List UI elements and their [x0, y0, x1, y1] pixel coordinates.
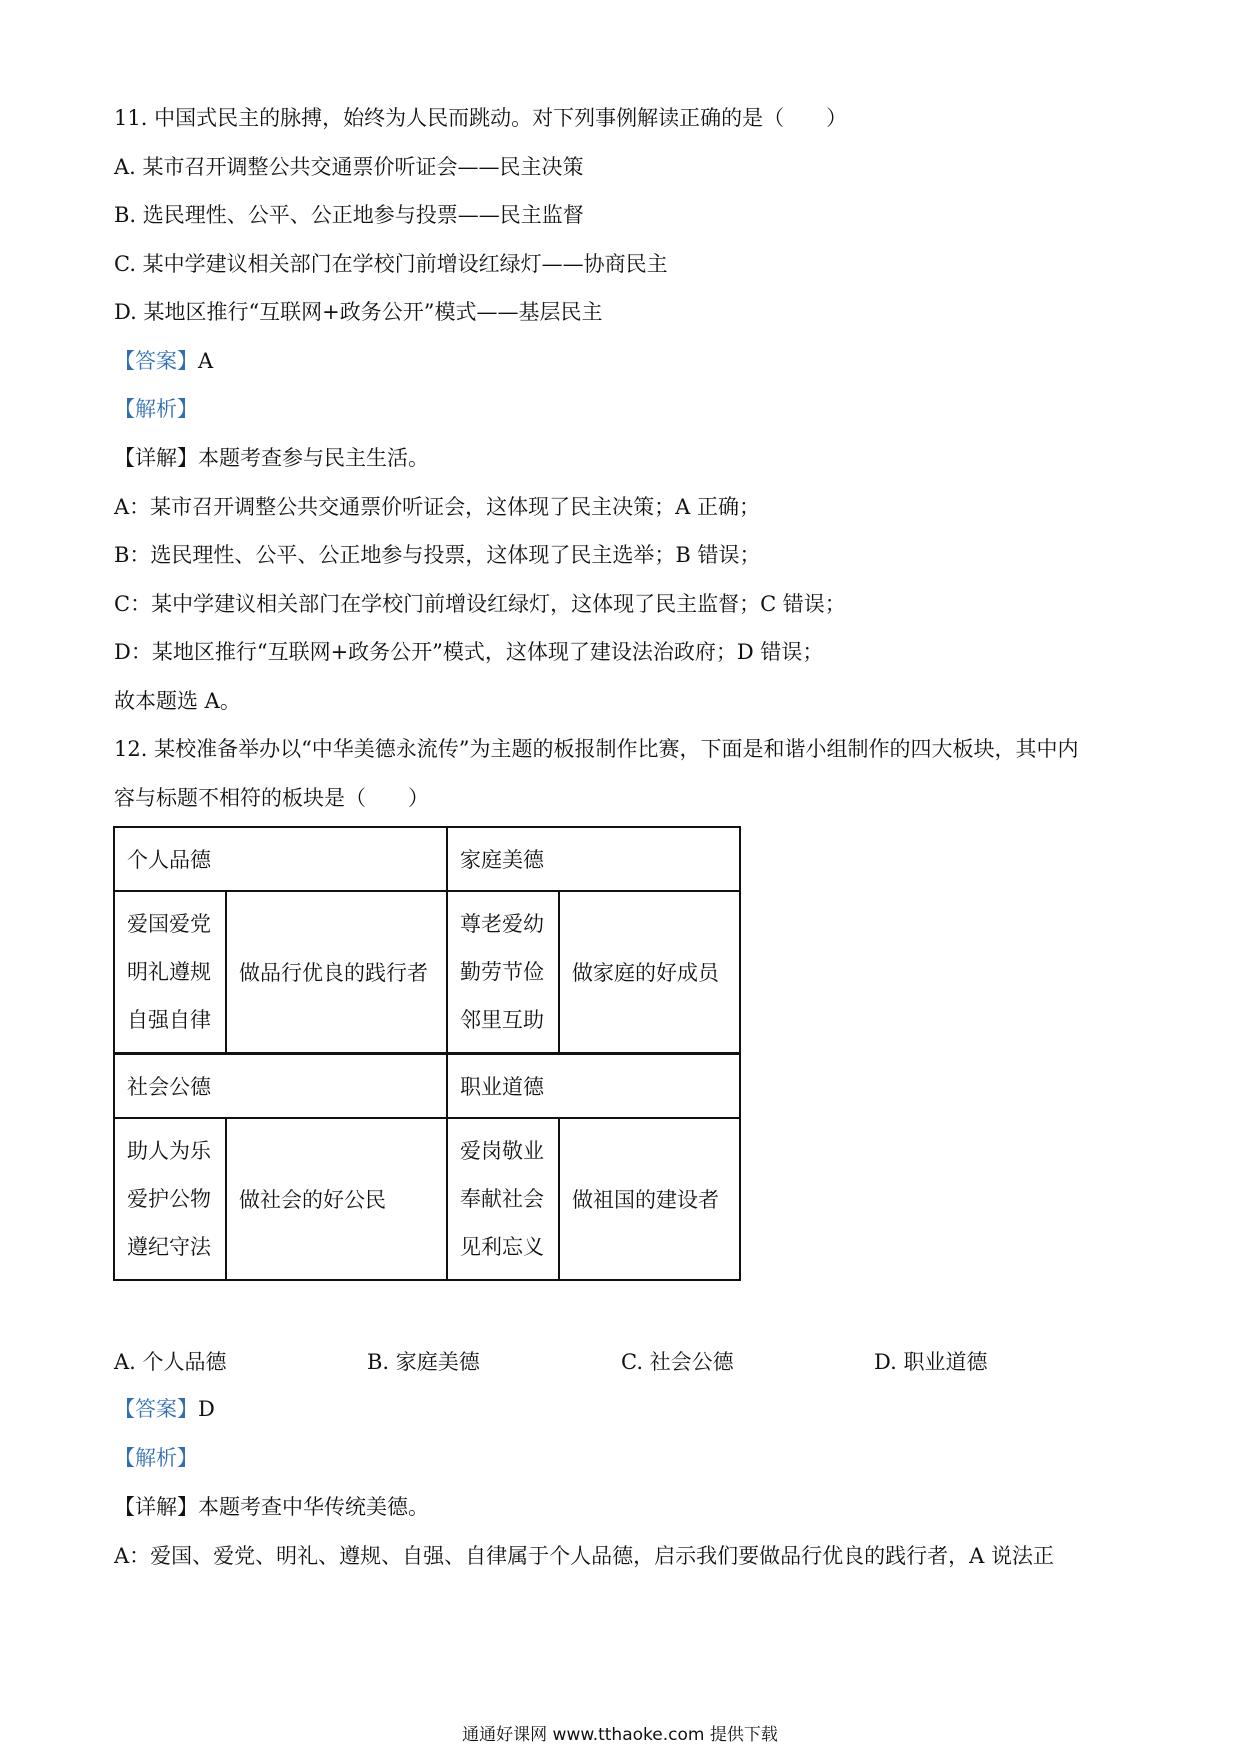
q12-answer-value: D	[198, 1397, 215, 1421]
q11-answer-value: A	[198, 349, 214, 373]
q11-detail-tag: 【详解】	[114, 446, 198, 470]
q12-board-table	[113, 826, 741, 1281]
q12-stem-line2: 容与标题不相符的板块是（ ）	[114, 786, 429, 810]
q12-analysis-tag: 【解析】	[114, 1446, 198, 1470]
q12-option-b: B. 家庭美德	[367, 1350, 480, 1374]
board-title-professional: 职业道德	[447, 1054, 740, 1119]
q12-detail-intro: 本题考查中华传统美德。	[198, 1495, 429, 1519]
board-items-family: 尊老爱幼 勤劳节俭 邻里互助	[447, 891, 559, 1054]
q11-detail	[114, 443, 429, 473]
q11-answer	[114, 346, 213, 376]
q11-explanation-d: D：某地区推行“互联网+政务公开”模式，这体现了建设法治政府；D 错误；	[114, 640, 824, 664]
board-title-personal: 个人品德	[114, 827, 447, 891]
q11-conclusion: 故本题选 A。	[114, 689, 241, 713]
q11-option-b: B. 选民理性、公平、公正地参与投票——民主监督	[114, 203, 584, 227]
q12-option-c: C. 社会公德	[621, 1350, 734, 1374]
board-slogan-personal: 做品行优良的践行者	[226, 891, 447, 1054]
q12-option-d: D. 职业道德	[874, 1350, 988, 1374]
board-items-personal: 爱国爱党 明礼遵规 自强自律	[114, 891, 226, 1054]
q11-explanation-c: C：某中学建议相关部门在学校门前增设红绿灯，这体现了民主监督；C 错误；	[114, 592, 846, 616]
board-slogan-social: 做社会的好公民	[226, 1118, 447, 1280]
q11-explanation-a: A：某市召开调整公共交通票价听证会，这体现了民主决策；A 正确；	[114, 495, 761, 519]
page-footer: 通通好课网 www.tthaoke.com 提供下载	[462, 1725, 778, 1745]
q12-stem-line1: 12. 某校准备举办以“中华美德永流传”为主题的板报制作比赛，下面是和谐小组制作的四大板块，其中内	[114, 737, 1079, 761]
q11-explanation-b: B：选民理性、公平、公正地参与投票，这体现了民主选举；B 错误；	[114, 543, 761, 567]
board-items-professional: 爱岗敬业 奉献社会 见利忘义	[447, 1118, 559, 1280]
q11-detail-intro: 本题考查参与民主生活。	[198, 446, 429, 470]
q11-stem: 11. 中国式民主的脉搏，始终为人民而跳动。对下列事例解读正确的是（ ）	[114, 106, 848, 130]
board-title-family: 家庭美德	[447, 827, 740, 891]
board-slogan-professional: 做祖国的建设者	[559, 1118, 740, 1280]
q11-option-c: C. 某中学建议相关部门在学校门前增设红绿灯——协商民主	[114, 252, 668, 276]
q11-answer-tag: 【答案】	[114, 349, 198, 373]
board-title-social: 社会公德	[114, 1054, 447, 1119]
board-slogan-family: 做家庭的好成员	[559, 891, 740, 1054]
q11-analysis-tag: 【解析】	[114, 397, 198, 421]
q11-option-d: D. 某地区推行“互联网+政务公开”模式——基层民主	[114, 300, 603, 324]
q12-detail-tag: 【详解】	[114, 1495, 198, 1519]
q12-answer-tag: 【答案】	[114, 1397, 198, 1421]
q12-explanation-a: A：爱国、爱党、明礼、遵规、自强、自律属于个人品德，启示我们要做品行优良的践行者，A 说法正	[114, 1544, 1055, 1568]
q12-detail	[114, 1492, 429, 1522]
q11-option-a: A. 某市召开调整公共交通票价听证会——民主决策	[114, 155, 584, 179]
board-items-social: 助人为乐 爱护公物 遵纪守法	[114, 1118, 226, 1280]
q12-answer	[114, 1394, 215, 1424]
q12-option-a: A. 个人品德	[114, 1350, 227, 1374]
